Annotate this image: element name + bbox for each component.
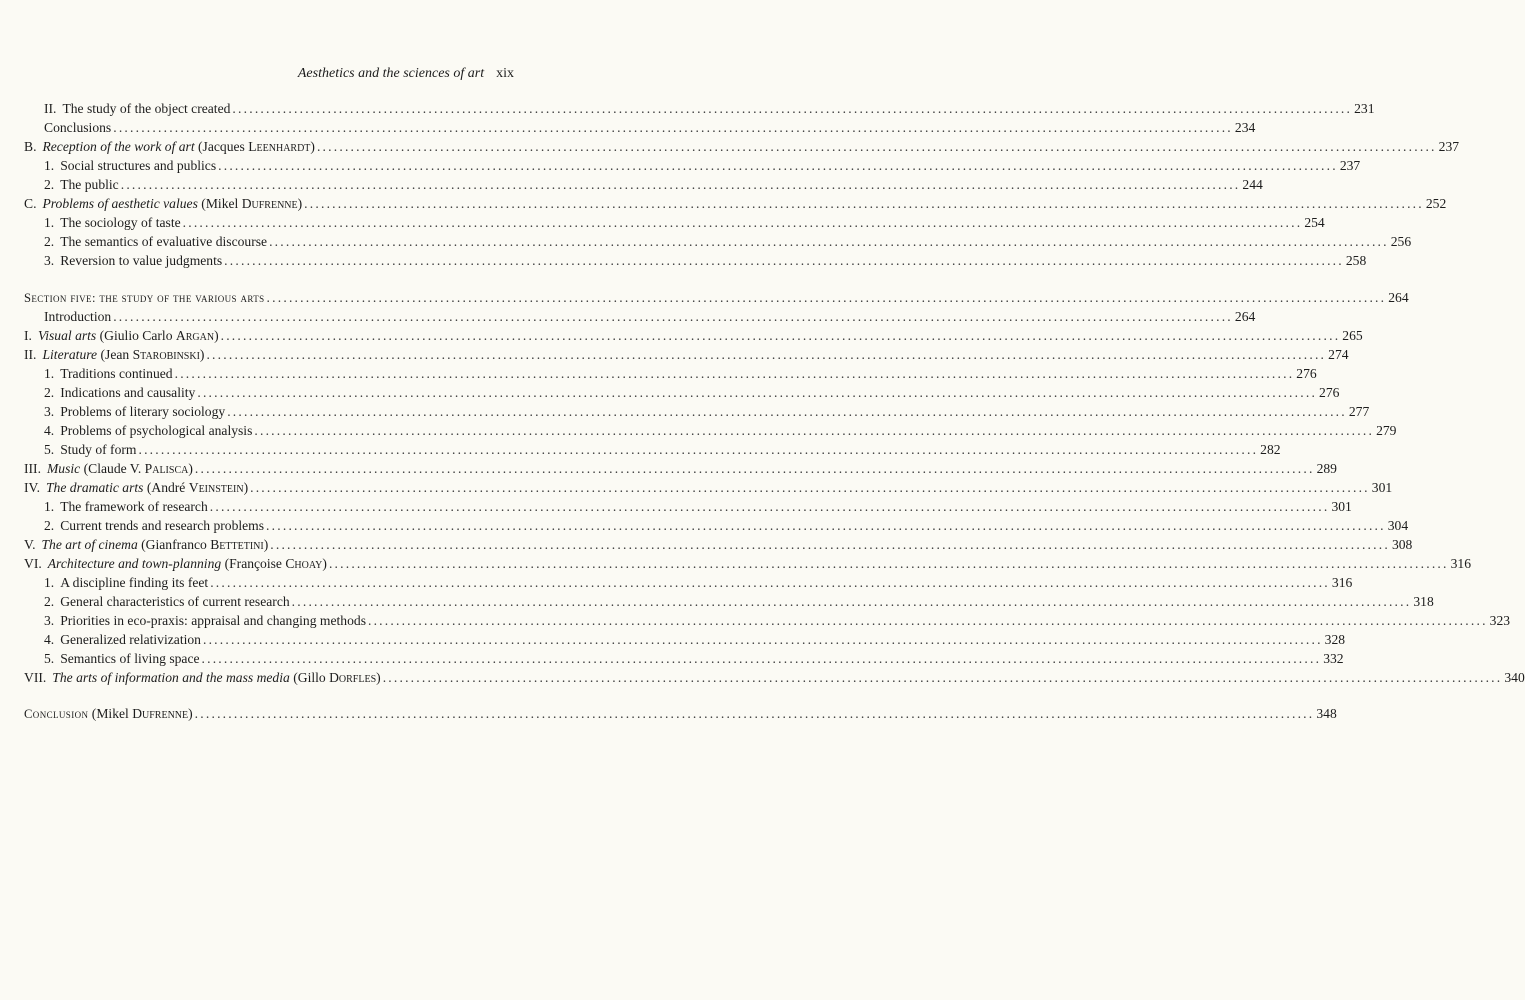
- toc-entry: [0, 649, 1344, 668]
- entry-page-number: 237: [1438, 139, 1460, 154]
- entry-title: [60, 611, 366, 630]
- entry-title-italic: Visual arts: [37, 328, 97, 343]
- entry-page-number: 274: [1328, 347, 1349, 362]
- entry-number: 2.: [44, 518, 55, 533]
- entry-number: 3.: [44, 404, 55, 419]
- entry-number: II.: [24, 347, 37, 362]
- author-surname: Argan: [175, 328, 215, 343]
- entry-title-italic: Music: [46, 461, 81, 476]
- entry-title: [48, 554, 327, 573]
- leader-dots: ........................................................................................................................................................................................................: [232, 101, 1353, 116]
- entry-page-number: 277: [1348, 404, 1370, 419]
- toc-entry: [0, 383, 1340, 402]
- toc-entry: [0, 704, 1337, 723]
- entry-number: 1.: [44, 366, 55, 381]
- entry-title: [60, 213, 180, 232]
- entry-page-number: 264: [1234, 309, 1256, 324]
- entry-number: 2.: [44, 234, 55, 249]
- entry-title: [60, 175, 119, 194]
- entry-page-number: 276: [1296, 366, 1317, 381]
- entry-number: 1.: [44, 499, 55, 514]
- author-surname: Choay: [285, 556, 323, 571]
- author-prefix: (Gianfranco: [141, 537, 211, 552]
- entry-page-number: 301: [1371, 480, 1393, 495]
- entry-title-text: General characteristics of current research: [60, 594, 290, 609]
- toc-entry: [0, 326, 1363, 345]
- leader-dots: ........................................................................................................................................................................................................: [316, 139, 1437, 154]
- entry-title-text: Study of form: [60, 442, 137, 457]
- author-suffix: ): [188, 706, 193, 721]
- entry-title-text: Introduction: [44, 309, 112, 324]
- entry-number: 3.: [44, 613, 55, 628]
- author-prefix: (Mikel: [201, 196, 242, 211]
- toc-entry: [0, 497, 1352, 516]
- entry-number: 3.: [44, 253, 55, 268]
- toc-entry: [0, 402, 1370, 421]
- entry-page-number: 252: [1425, 196, 1447, 211]
- author-surname: Palisca: [144, 461, 189, 476]
- leader-dots: ........................................................................................................................................................................................................: [304, 196, 1424, 211]
- entry-title: [24, 288, 265, 308]
- entry-title: [52, 668, 380, 687]
- entry-page-number: 301: [1331, 499, 1352, 514]
- leader-dots: ........................................................................................................................................................................................................: [194, 461, 1315, 476]
- entry-title: [60, 383, 195, 402]
- author-suffix: ): [263, 537, 269, 552]
- entry-page-number: 231: [1354, 101, 1375, 116]
- toc-entry: [0, 611, 1511, 630]
- entry-title: [24, 704, 193, 724]
- leader-dots: ........................................................................................................................................................................................................: [367, 613, 1488, 628]
- toc-entry: [0, 118, 1256, 137]
- leader-dots: ........................................................................................................................................................................................................: [382, 670, 1503, 685]
- entry-number: 4.: [44, 632, 55, 647]
- entry-number: V.: [24, 537, 36, 552]
- toc-entry: [0, 137, 1460, 156]
- leader-dots: ........................................................................................................................................................................................................: [328, 556, 1449, 571]
- entry-title-text: Generalized relativization: [60, 632, 201, 647]
- entry-page-number: 289: [1316, 461, 1337, 476]
- entry-number: 2.: [44, 594, 55, 609]
- toc-entry: [0, 345, 1349, 364]
- entry-number: VII.: [24, 670, 47, 685]
- entry-page-number: 340: [1504, 670, 1525, 685]
- toc-entry: [0, 592, 1434, 611]
- entry-number: 1.: [44, 575, 55, 590]
- entry-title-italic: Architecture and town-planning: [47, 556, 222, 571]
- entry-page-number: 304: [1387, 518, 1409, 533]
- toc-entry: [0, 194, 1447, 213]
- entry-number: II.: [44, 101, 57, 116]
- entry-title: [44, 118, 111, 137]
- entry-title: [60, 516, 264, 535]
- author-prefix: (Mikel: [88, 706, 133, 721]
- toc-entry: [0, 459, 1337, 478]
- author-prefix: (Giulio Carlo: [99, 328, 176, 343]
- entry-page-number: 244: [1242, 177, 1263, 192]
- entry-title-text: The framework of research: [60, 499, 208, 514]
- entry-title-text: Indications and causality: [60, 385, 196, 400]
- entry-title: [60, 402, 225, 421]
- entry-title: [60, 573, 208, 592]
- author-prefix: (Jacques: [198, 139, 249, 154]
- author-suffix: ): [214, 328, 219, 343]
- entry-number: VI.: [24, 556, 42, 571]
- leader-dots: ........................................................................................................................................................................................................: [206, 347, 1327, 362]
- entry-number: C.: [24, 196, 37, 211]
- leader-dots: ........................................................................................................................................................................................................: [182, 215, 1303, 230]
- entry-page-number: 316: [1450, 556, 1472, 571]
- entry-title-text: The study of the object created: [62, 101, 231, 116]
- entry-title-text: Problems of literary sociology: [60, 404, 226, 419]
- author-prefix: (Françoise: [224, 556, 286, 571]
- entry-title-text: Problems of psychological analysis: [60, 423, 253, 438]
- entry-number: IV.: [24, 480, 40, 495]
- entry-title: [60, 497, 208, 516]
- entry-number: 2.: [44, 177, 55, 192]
- author-suffix: ): [376, 670, 381, 685]
- entry-title-italic: The art of cinema: [41, 537, 138, 552]
- section-heading: Section five: the study of the various arts: [24, 291, 265, 305]
- toc-entry: [0, 668, 1525, 687]
- author-prefix: (André: [146, 480, 189, 495]
- entry-title: [60, 592, 289, 611]
- entry-title: [60, 440, 136, 459]
- entry-title: [60, 251, 222, 270]
- entry-page-number: 308: [1391, 537, 1413, 552]
- author-suffix: ): [188, 461, 193, 476]
- entry-title: [60, 232, 267, 251]
- leader-dots: ........................................................................................................................................................................................................: [113, 120, 1233, 135]
- entry-title-italic: Literature: [42, 347, 98, 362]
- toc-entry: [0, 630, 1346, 649]
- entry-title-text: Current trends and research problems: [60, 518, 265, 533]
- toc-entry: [0, 478, 1393, 497]
- entry-title-text: Conclusions: [44, 120, 112, 135]
- entry-page-number: 323: [1489, 613, 1511, 628]
- entry-number: III.: [24, 461, 41, 476]
- leader-dots: ........................................................................................................................................................................................................: [269, 234, 1389, 249]
- leader-dots: ........................................................................................................................................................................................................: [201, 651, 1322, 666]
- toc-entry: [0, 440, 1281, 459]
- leader-dots: ........................................................................................................................................................................................................: [254, 423, 1375, 438]
- entry-page-number: 316: [1331, 575, 1353, 590]
- entry-title: [60, 649, 199, 668]
- leader-dots: ........................................................................................................................................................................................................: [218, 158, 1338, 173]
- leader-dots: ........................................................................................................................................................................................................: [220, 328, 1341, 343]
- toc-entry: [0, 288, 1409, 307]
- leader-dots: ........................................................................................................................................................................................................: [113, 309, 1233, 324]
- entry-title: [41, 535, 268, 554]
- entry-title: [60, 364, 172, 383]
- author-surname: Dufrenne: [241, 196, 298, 211]
- entry-title: [47, 459, 193, 478]
- author-surname: Starobinski: [132, 347, 200, 362]
- entry-page-number: 279: [1376, 423, 1397, 438]
- author-suffix: ): [199, 347, 205, 362]
- entry-title-text: Traditions continued: [60, 366, 173, 381]
- author-prefix: (Jean: [100, 347, 133, 362]
- author-suffix: ): [322, 556, 327, 571]
- entry-number: 1.: [44, 158, 55, 173]
- entry-title: [44, 307, 111, 326]
- leader-dots: ........................................................................................................................................................................................................: [210, 575, 1330, 590]
- author-suffix: ): [297, 196, 303, 211]
- entry-page-number: 328: [1324, 632, 1346, 647]
- author-surname: Bettetini: [210, 537, 264, 552]
- author-prefix: (Claude V.: [83, 461, 145, 476]
- entry-title-text: The sociology of taste: [60, 215, 181, 230]
- toc-entry: [0, 232, 1412, 251]
- entry-title: [42, 345, 204, 364]
- entry-title-italic: The dramatic arts: [46, 480, 144, 495]
- leader-dots: ........................................................................................................................................................................................................: [291, 594, 1412, 609]
- leader-dots: ........................................................................................................................................................................................................: [209, 499, 1330, 514]
- entry-page-number: 254: [1304, 215, 1325, 230]
- entry-page-number: 348: [1316, 706, 1337, 721]
- entry-title-italic: Problems of aesthetic values: [42, 196, 198, 211]
- running-title: Aesthetics and the sciences of art: [297, 66, 485, 81]
- entry-number: I.: [24, 328, 32, 343]
- entry-page-number: 318: [1413, 594, 1434, 609]
- author-surname: Dorfles: [329, 670, 377, 685]
- leader-dots: ........................................................................................................................................................................................................: [194, 706, 1315, 721]
- toc-entry: [0, 421, 1397, 440]
- toc-entry: [0, 175, 1263, 194]
- entry-title-italic: Reception of the work of art: [42, 139, 195, 154]
- entry-page-number: 258: [1345, 253, 1367, 268]
- entry-page-number: 276: [1319, 385, 1340, 400]
- entry-title-text: Semantics of living space: [60, 651, 200, 666]
- leader-dots: ........................................................................................................................................................................................................: [266, 290, 1387, 305]
- toc-entry: [0, 535, 1413, 554]
- entry-title-text: Priorities in eco-praxis: appraisal and changing methods: [60, 613, 366, 628]
- leader-dots: ........................................................................................................................................................................................................: [250, 480, 1370, 495]
- leader-dots: ........................................................................................................................................................................................................: [120, 177, 1241, 192]
- leader-dots: ........................................................................................................................................................................................................: [197, 385, 1318, 400]
- page-number: xix: [496, 66, 514, 81]
- toc-entry: [0, 364, 1317, 383]
- entry-page-number: 256: [1390, 234, 1412, 249]
- toc-entry: [0, 213, 1325, 232]
- entry-title-text: Reversion to value judgments: [60, 253, 223, 268]
- entry-number: 4.: [44, 423, 55, 438]
- leader-dots: ........................................................................................................................................................................................................: [227, 404, 1347, 419]
- leader-dots: ........................................................................................................................................................................................................: [270, 537, 1390, 552]
- entry-title-text: Social structures and publics: [60, 158, 217, 173]
- entry-page-number: 282: [1260, 442, 1281, 457]
- author-prefix: (Gillo: [293, 670, 330, 685]
- entry-page-number: 332: [1323, 651, 1344, 666]
- entry-number: B.: [24, 139, 37, 154]
- entry-number: 5.: [44, 442, 55, 457]
- toc-entry: [0, 99, 1375, 118]
- author-suffix: ): [310, 139, 315, 154]
- leader-dots: ........................................................................................................................................................................................................: [202, 632, 1323, 647]
- entry-title-text: The semantics of evaluative discourse: [60, 234, 268, 249]
- toc-entry: [0, 516, 1409, 535]
- entry-title: [60, 156, 216, 175]
- entry-title: [60, 630, 201, 649]
- entry-title-italic: The arts of information and the mass media: [52, 670, 290, 685]
- toc-entry: [0, 554, 1472, 573]
- author-suffix: ): [243, 480, 249, 495]
- leader-dots: ........................................................................................................................................................................................................: [174, 366, 1295, 381]
- section-heading: Conclusion: [24, 707, 89, 721]
- entry-number: 1.: [44, 215, 55, 230]
- entry-number: 2.: [44, 385, 55, 400]
- toc-entry: [0, 251, 1367, 270]
- entry-page-number: 234: [1234, 120, 1256, 135]
- leader-dots: ........................................................................................................................................................................................................: [224, 253, 1344, 268]
- entry-title-text: A discipline finding its feet: [60, 575, 209, 590]
- entry-number: 5.: [44, 651, 55, 666]
- author-surname: Dufrenne: [132, 706, 189, 721]
- author-surname: Veinstein: [188, 480, 244, 495]
- toc-entry: [0, 573, 1353, 592]
- entry-title: [42, 194, 302, 213]
- toc-entry: [0, 307, 1256, 326]
- entry-page-number: 265: [1342, 328, 1363, 343]
- entry-title: [42, 137, 314, 156]
- entry-title: [46, 478, 248, 497]
- author-surname: Leenhardt: [248, 139, 311, 154]
- leader-dots: ........................................................................................................................................................................................................: [138, 442, 1259, 457]
- entry-title: [62, 99, 230, 118]
- toc-entry: [0, 156, 1361, 175]
- entry-page-number: 237: [1339, 158, 1361, 173]
- entry-title: [60, 421, 252, 440]
- entry-title: [38, 326, 219, 345]
- leader-dots: ........................................................................................................................................................................................................: [266, 518, 1386, 533]
- entry-title-text: The public: [60, 177, 119, 192]
- entry-page-number: 264: [1388, 290, 1409, 305]
